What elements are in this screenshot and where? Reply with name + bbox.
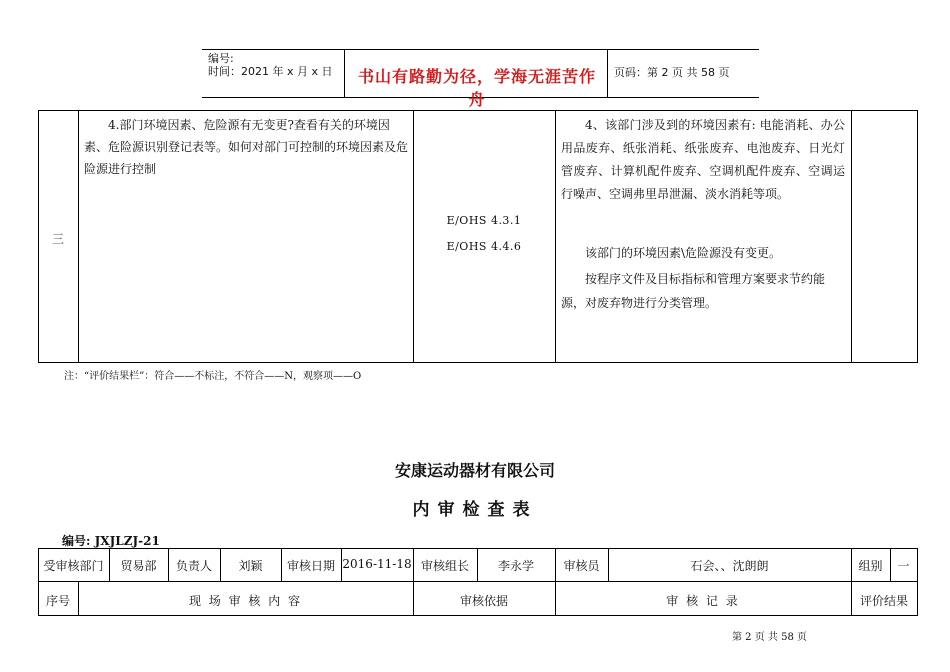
company-name: 安康运动器材有限公司: [394, 461, 555, 480]
content-header: 现 场 审 核 内 容: [188, 594, 303, 608]
audit-content: 4.部门环境因素、危险源有无变更?查看有关的环境因素、危险源识别登记表等。如何对部门可控制的环境因素及危险源进行控制: [84, 118, 409, 176]
audit-basis-2: E/OHS 4.4.6: [446, 240, 522, 253]
record-header: 审 核 记 录: [666, 594, 740, 608]
dept-label: 受审核部门: [43, 559, 104, 573]
evaluation-note: 注：“评价结果栏”：符合——不标注，不符合——N，观察项——O: [64, 371, 362, 382]
document-time: 时间：2021 年 x 月 x 日: [208, 65, 333, 78]
leader-label: 审核组长: [420, 559, 469, 573]
auditor-label: 审核员: [563, 559, 600, 573]
header-page-info: 页码：第 2 页 共 58 页: [614, 66, 730, 79]
audit-record-1: 4、该部门涉及到的环境因素有: 电能消耗、办公用品废弃、纸张消耗、纸张废弃、电池废弃、日光灯管废弃、计算机配件废弃、空调机配件废弃、空调运行噪声、空调弗里昂泄漏、淡水消耗等项。: [561, 118, 845, 201]
dept-value: 贸易部: [120, 559, 157, 573]
group-label: 组别: [858, 559, 883, 573]
audit-record-2: 该部门的环境因素\危险源没有变更。: [585, 246, 782, 260]
document-number-label: 编号:: [208, 52, 234, 65]
owner-label: 负责人: [175, 559, 212, 573]
date-value: 2016-11-18: [342, 557, 412, 571]
basis-header: 审核依据: [459, 594, 508, 608]
audit-basis-1: E/OHS 4.3.1: [446, 214, 522, 227]
header-motto: 书山有路勤为径，学海无涯苦作舟: [357, 67, 596, 109]
leader-value: 李永学: [497, 559, 534, 573]
owner-value: 刘颖: [238, 559, 263, 573]
page-footer: 第 2 页 共 58 页: [732, 632, 807, 643]
date-label: 审核日期: [286, 559, 335, 573]
seq-header: 序号: [45, 594, 70, 608]
form-title: 内审检查表: [412, 500, 538, 520]
form-code: 编号: JXJLZJ-21: [62, 534, 160, 548]
auditor-value: 石会、、沈朗朗: [690, 559, 769, 573]
audit-record-3: 按程序文件及目标指标和管理方案要求节约能源，对废弃物进行分类管理。: [561, 272, 826, 310]
row-number: 三: [51, 232, 64, 246]
group-value: 一: [897, 559, 910, 573]
result-header: 评价结果: [859, 594, 908, 608]
